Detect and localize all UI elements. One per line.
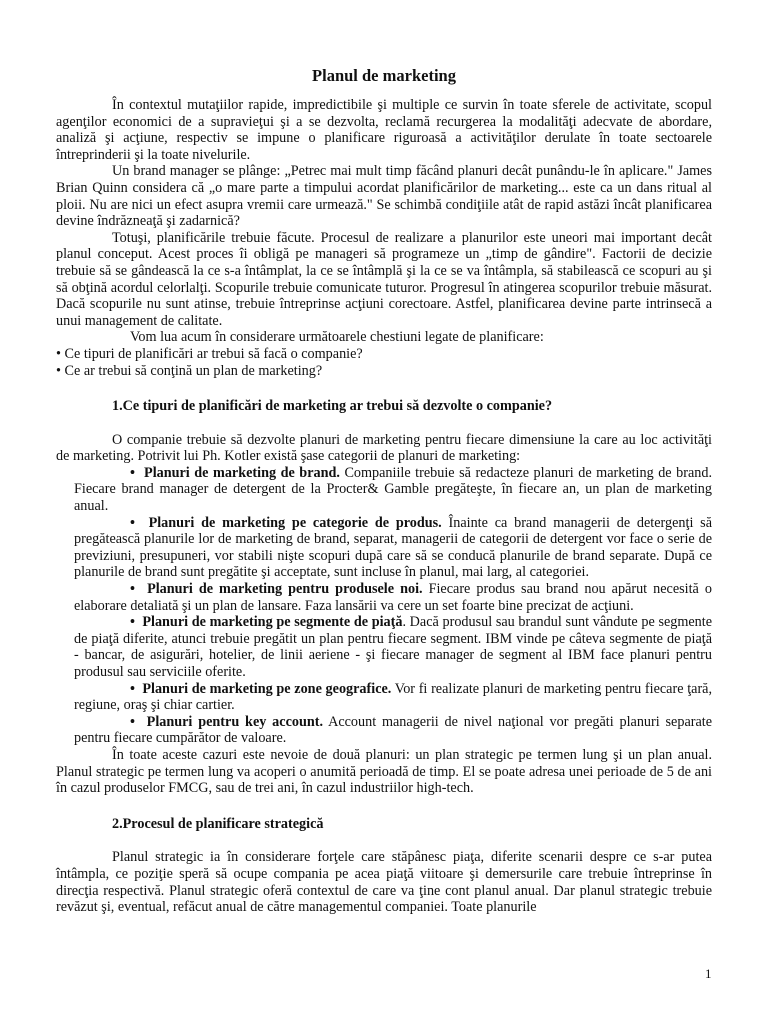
- plan-type-title: Planuri de marketing de brand.: [144, 464, 340, 481]
- plan-type-title: Planuri de marketing pe categorie de produs.: [148, 514, 442, 531]
- intro-paragraph-4: Vom lua acum în considerare următoarele chestiuni legate de planificare:: [130, 329, 544, 346]
- bullet-marker: •: [130, 514, 135, 531]
- section-1-intro: O companie trebuie să dezvolte planuri de marketing pentru fiecare dimensiune la care au loc activităţi de marketing. Potrivit lui Ph. Kotler există şase categorii de planuri de marketing:: [56, 431, 712, 465]
- plan-type-item: [56, 614, 712, 680]
- bullet-marker: •: [130, 713, 135, 730]
- page-number: 1: [705, 966, 712, 981]
- plan-type-title: Planuri de marketing pe zone geografice.: [142, 680, 392, 697]
- plan-type-text: Înainte ca brand managerii de detergenţi să pregătească planurile lor de marketing de brand, separat, managerii de categorii de detergent vor face o serie de previziuni, presupuneri, vor stabili nişte scopuri după care să se conducă planurile de brand separate. După ce planurile de brand sunt pregătite şi acceptate, sunt incluse în planul, mai larg, al categoriei.: [74, 514, 713, 581]
- bullet-marker: •: [130, 581, 135, 598]
- plan-type-title: Planuri pentru key account.: [146, 713, 324, 730]
- page-content: [56, 66, 712, 916]
- plan-type-item: [56, 581, 712, 614]
- plan-type-item: [56, 681, 712, 714]
- intro-paragraph-1: În contextul mutaţiilor rapide, impredictibile şi multiple ce survin în toate sferele de activitate, scopul agenţilor economici de a supravieţui şi a se dezvolta, reclamă recurgerea la modalităţi adecvate de abordare, analiză şi acţiune, respectiv se impune o planificare riguroasă a activităţilor derulate în toate sectoarele întreprinderii şi la toate nivelurile.: [56, 97, 712, 163]
- plan-type-text: Fiecare produs sau brand nou apărut necesită o elaborare detaliată şi un plan de lansare. Faza lansării va cere un set foarte bine precizat de acţiuni.: [74, 581, 712, 614]
- section-1-closing: În toate aceste cazuri este nevoie de două planuri: un plan strategic pe termen lung şi un plan anual. Planul strategic pe termen lung va acoperi o anumită perioadă de timp. El se poate adresa unei perioade de 5 de ani în cazul produselor FMCG, sau de trei ani, în cazul industriilor high-tech.: [56, 746, 712, 797]
- plan-type-title: Planuri de marketing pentru produsele noi.: [147, 581, 423, 598]
- document-title: Planul de marketing: [312, 66, 456, 85]
- plan-type-text: . Dacă produsul sau brandul sunt vândute pe segmente de piaţă diferite, atunci trebuie pregătit un plan pentru fiecare segment. IBM vinde pe câteva segmente de piaţă - bancar, de asigurări, hotelier, de linii aeriene - şi fiecare manager de segment al IBM face planuri pentru produsul sau serviciile oferite.: [74, 614, 713, 680]
- intro-paragraph-2: Un brand manager se plânge: „Petrec mai mult timp făcând planuri decât punându-le în aplicare." James Brian Quinn considera că „o mare parte a timpului acordat planificărilor de marketing... este ca un dans ritual al ploii. Nu are nici un efect asupra vremii care urmează." Se schimbă condiţiile atât de rapid astăzi încât planificarea devine îndrăzneaţă şi zadarnică?: [56, 163, 712, 230]
- plan-type-item: [56, 465, 712, 515]
- plan-type-item: [56, 515, 712, 581]
- question-item: • Ce tipuri de planificări ar trebui să facă o companie?: [56, 345, 363, 362]
- plan-type-item: [56, 714, 712, 747]
- bullet-marker: •: [130, 464, 135, 481]
- plan-type-title: Planuri de marketing pe segmente de piaţă: [142, 614, 403, 631]
- section-2-paragraph: Planul strategic ia în considerare forţele care stăpânesc piaţa, diferite scenarii despre ce s-ar putea întâmpla, ce poziţie speră să ocupe compania pe acea piaţă viitoare şi demersurile care trebuie întreprinse în direcţia respectivă. Planul strategic oferă contextul de care va ţine cont planul anual. Dar planul strategic trebuie revăzut şi, eventual, refăcut anual de către managementul companiei. Toate planurile: [56, 849, 712, 916]
- plan-type-text: Vor fi realizate planuri de marketing pentru fiecare ţară, regiune, oraş şi chiar cartier.: [74, 680, 713, 714]
- bullet-marker: •: [130, 680, 135, 697]
- plan-type-text: Account managerii de nivel naţional vor pregăti planuri separate pentru fiecare cumpărător de valoare.: [74, 713, 713, 747]
- section-1-heading: 1.Ce tipuri de planificări de marketing ar trebui să dezvolte o companie?: [112, 398, 553, 415]
- intro-paragraph-3: Totuşi, planificările trebuie făcute. Procesul de realizare a planurilor este uneori mai important decât planul conceput. Acest proces îi obligă pe manageri să programeze un „timp de gândire". Factorii de decizie trebuie să se gândească la ce s-a întâmplat, la ce se întâmplă şi la ce se va întâmpla, să stabilească ce scopuri au şi să obţină acordul celorlalţi. Scopurile trebuie comunicate tuturor. Progresul în atingerea scopurilor trebuie măsurat. Dacă scopurile nu sunt atinse, trebuie întreprinse acţiuni corectoare. Astfel, planificarea devine parte intrinsecă a unui management de calitate.: [56, 229, 712, 329]
- bullet-marker: •: [130, 614, 135, 631]
- section-2-heading: 2.Procesul de planificare strategică: [112, 815, 324, 832]
- question-item: • Ce ar trebui să conţină un plan de marketing?: [56, 362, 323, 379]
- plan-type-text: Companiile trebuie să redacteze planuri de marketing de brand. Fiecare brand manager de detergent de la Procter& Gamble pregăteşte, în fiecare an, un plan de marketing anual.: [74, 464, 712, 515]
